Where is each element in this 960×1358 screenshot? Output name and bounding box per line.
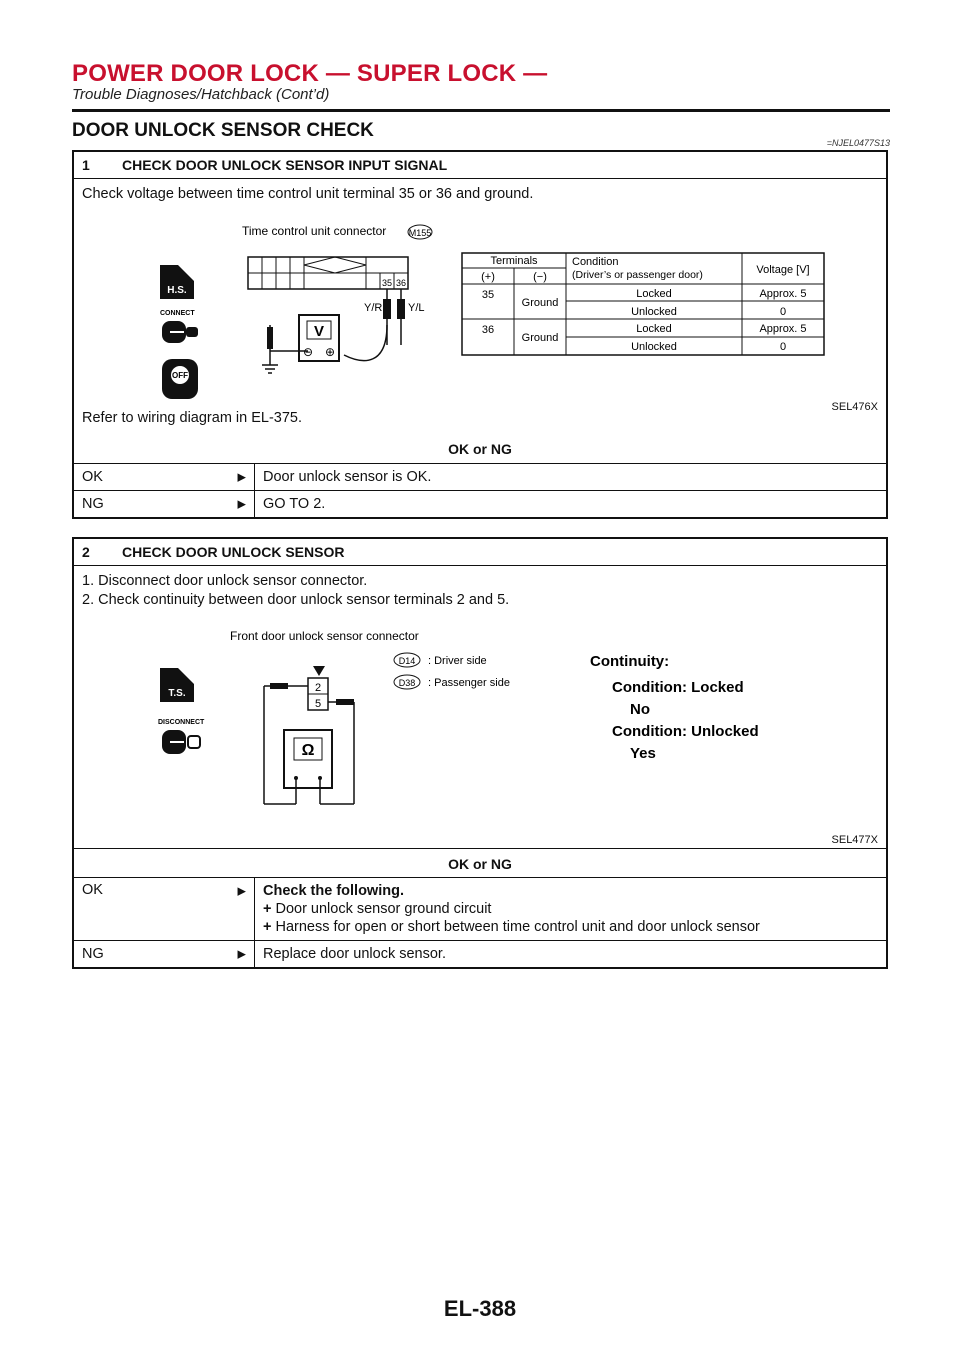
connector-id-d14: D14 bbox=[398, 656, 416, 666]
step-number: 1 bbox=[82, 157, 90, 173]
svg-text:Yes: Yes bbox=[630, 745, 656, 762]
svg-text:Unlocked: Unlocked bbox=[631, 306, 677, 318]
ng-label: NG bbox=[82, 496, 104, 512]
hs-icon-label: H.S. bbox=[167, 285, 187, 296]
svg-text:Condition: Locked: Condition: Locked bbox=[612, 679, 744, 696]
svg-text:Locked: Locked bbox=[636, 323, 672, 335]
ng-result: Replace door unlock sensor. bbox=[254, 941, 886, 967]
meter-symbol: Ω bbox=[301, 742, 315, 759]
ok-result-row bbox=[74, 464, 886, 491]
step-title: CHECK DOOR UNLOCK SENSOR INPUT SIGNAL bbox=[122, 157, 448, 173]
arrow-icon: ▶ bbox=[237, 948, 246, 961]
ok-item: Door unlock sensor ground circuit bbox=[275, 901, 492, 917]
harness-side-icon bbox=[160, 265, 194, 299]
off-icon-label: OFF bbox=[172, 371, 188, 380]
test-side-icon bbox=[160, 668, 194, 702]
passenger-side-label: : Passenger side bbox=[428, 677, 510, 689]
page-header-title: POWER DOOR LOCK — SUPER LOCK — bbox=[72, 60, 548, 87]
ok-item: Harness for open or short between time control unit and door unlock sensor bbox=[275, 919, 760, 935]
continuity-check-figure bbox=[74, 626, 886, 826]
svg-text:2: 2 bbox=[314, 682, 322, 694]
arrow-icon: ▶ bbox=[237, 885, 246, 898]
ng-label: NG bbox=[82, 946, 104, 962]
svg-text:36: 36 bbox=[481, 324, 495, 336]
ignition-off-icon bbox=[162, 359, 198, 399]
voltage-spec-table bbox=[462, 253, 824, 355]
svg-text:No: No bbox=[630, 701, 650, 718]
step-1-body bbox=[74, 179, 886, 464]
step-instruction-1: 1. Disconnect door unlock sensor connector. bbox=[82, 573, 368, 589]
svg-text:35: 35 bbox=[381, 278, 393, 288]
section-title: DOOR UNLOCK SENSOR CHECK bbox=[72, 120, 374, 141]
sensor-connector-face bbox=[308, 666, 328, 710]
ng-result: GO TO 2. bbox=[254, 491, 886, 517]
voltmeter bbox=[299, 315, 339, 361]
wire-color-b: Y/L bbox=[408, 302, 425, 314]
ohmmeter bbox=[284, 730, 332, 788]
svg-text:⊕: ⊕ bbox=[324, 345, 336, 359]
page-number: EL-388 bbox=[443, 1296, 517, 1321]
step-instruction-2: 2. Check continuity between door unlock sensor terminals 2 and 5. bbox=[82, 592, 510, 608]
connector-id-d38: D38 bbox=[398, 678, 416, 688]
step-2-box bbox=[72, 537, 888, 969]
ok-result bbox=[254, 878, 886, 940]
ok-heading: Check the following. bbox=[263, 883, 404, 899]
step-1-header bbox=[74, 152, 886, 179]
arrow-icon: ▶ bbox=[237, 498, 246, 511]
ok-label: OK bbox=[82, 882, 103, 898]
svg-text:35: 35 bbox=[481, 289, 495, 301]
svg-text:⊖: ⊖ bbox=[302, 345, 314, 359]
step-instruction: Check voltage between time control unit terminal 35 or 36 and ground. bbox=[82, 186, 534, 202]
svg-text:Condition: Condition bbox=[572, 256, 619, 268]
svg-text:5: 5 bbox=[314, 698, 322, 710]
svg-text:0: 0 bbox=[779, 306, 787, 318]
svg-text:Ground: Ground bbox=[521, 332, 559, 344]
svg-text:Unlocked: Unlocked bbox=[631, 341, 677, 353]
page-header-subtitle: Trouble Diagnoses/Hatchback (Cont’d) bbox=[72, 86, 330, 103]
connector-face bbox=[248, 257, 408, 289]
section-reference-code: =NJEL0477S13 bbox=[826, 138, 890, 148]
connect-plug-icon bbox=[162, 321, 198, 343]
svg-text:Approx. 5: Approx. 5 bbox=[759, 323, 807, 335]
bullet-icon: + bbox=[263, 919, 272, 935]
step-title: CHECK DOOR UNLOCK SENSOR bbox=[122, 544, 345, 560]
svg-text:Terminals: Terminals bbox=[490, 255, 538, 267]
disconnect-plug-icon bbox=[162, 730, 200, 754]
svg-text:Locked: Locked bbox=[636, 288, 672, 300]
connector-label: Time control unit connector bbox=[242, 224, 387, 238]
disconnect-icon-label: DISCONNECT bbox=[158, 719, 205, 726]
wiring-reference-note: Refer to wiring diagram in EL-375. bbox=[82, 410, 303, 426]
wire-color-a: Y/R bbox=[364, 302, 383, 314]
ok-label: OK bbox=[82, 469, 103, 485]
arrow-icon: ▶ bbox=[237, 471, 246, 484]
connector-label: Front door unlock sensor connector bbox=[230, 629, 419, 643]
ok-result: Door unlock sensor is OK. bbox=[254, 464, 886, 490]
ts-icon-label: T.S. bbox=[168, 688, 186, 699]
svg-text:Continuity:: Continuity: bbox=[590, 653, 670, 670]
connector-id: M155 bbox=[408, 228, 432, 238]
svg-text:36: 36 bbox=[395, 278, 407, 288]
svg-text:(Driver’s or passenger door): (Driver’s or passenger door) bbox=[572, 269, 703, 281]
figure-code: SEL476X bbox=[831, 401, 878, 413]
ng-result-row bbox=[74, 941, 886, 967]
svg-text:Approx. 5: Approx. 5 bbox=[759, 288, 807, 300]
ok-or-ng-label: OK or NG bbox=[448, 441, 512, 457]
bullet-icon: + bbox=[263, 901, 272, 917]
step-2-header bbox=[74, 539, 886, 566]
continuity-spec bbox=[590, 653, 759, 762]
svg-text:Ground: Ground bbox=[521, 297, 559, 309]
step-2-body bbox=[74, 566, 886, 872]
svg-text:0: 0 bbox=[779, 341, 787, 353]
svg-text:Condition: Unlocked: Condition: Unlocked bbox=[612, 723, 759, 740]
svg-text:Voltage [V]: Voltage [V] bbox=[756, 264, 810, 276]
meter-symbol: V bbox=[313, 323, 325, 340]
ok-result-row bbox=[74, 878, 886, 941]
driver-side-label: : Driver side bbox=[428, 655, 487, 667]
step-1-box bbox=[72, 150, 888, 519]
ng-result-row bbox=[74, 491, 886, 517]
connect-icon-label: CONNECT bbox=[160, 310, 195, 317]
voltage-check-figure bbox=[74, 215, 886, 415]
svg-text:(+): (+) bbox=[481, 271, 495, 283]
step-number: 2 bbox=[82, 544, 90, 560]
figure-code: SEL477X bbox=[831, 834, 878, 846]
header-rule bbox=[72, 109, 890, 112]
ok-or-ng-label: OK or NG bbox=[448, 856, 512, 872]
svg-text:(−): (−) bbox=[533, 271, 547, 283]
